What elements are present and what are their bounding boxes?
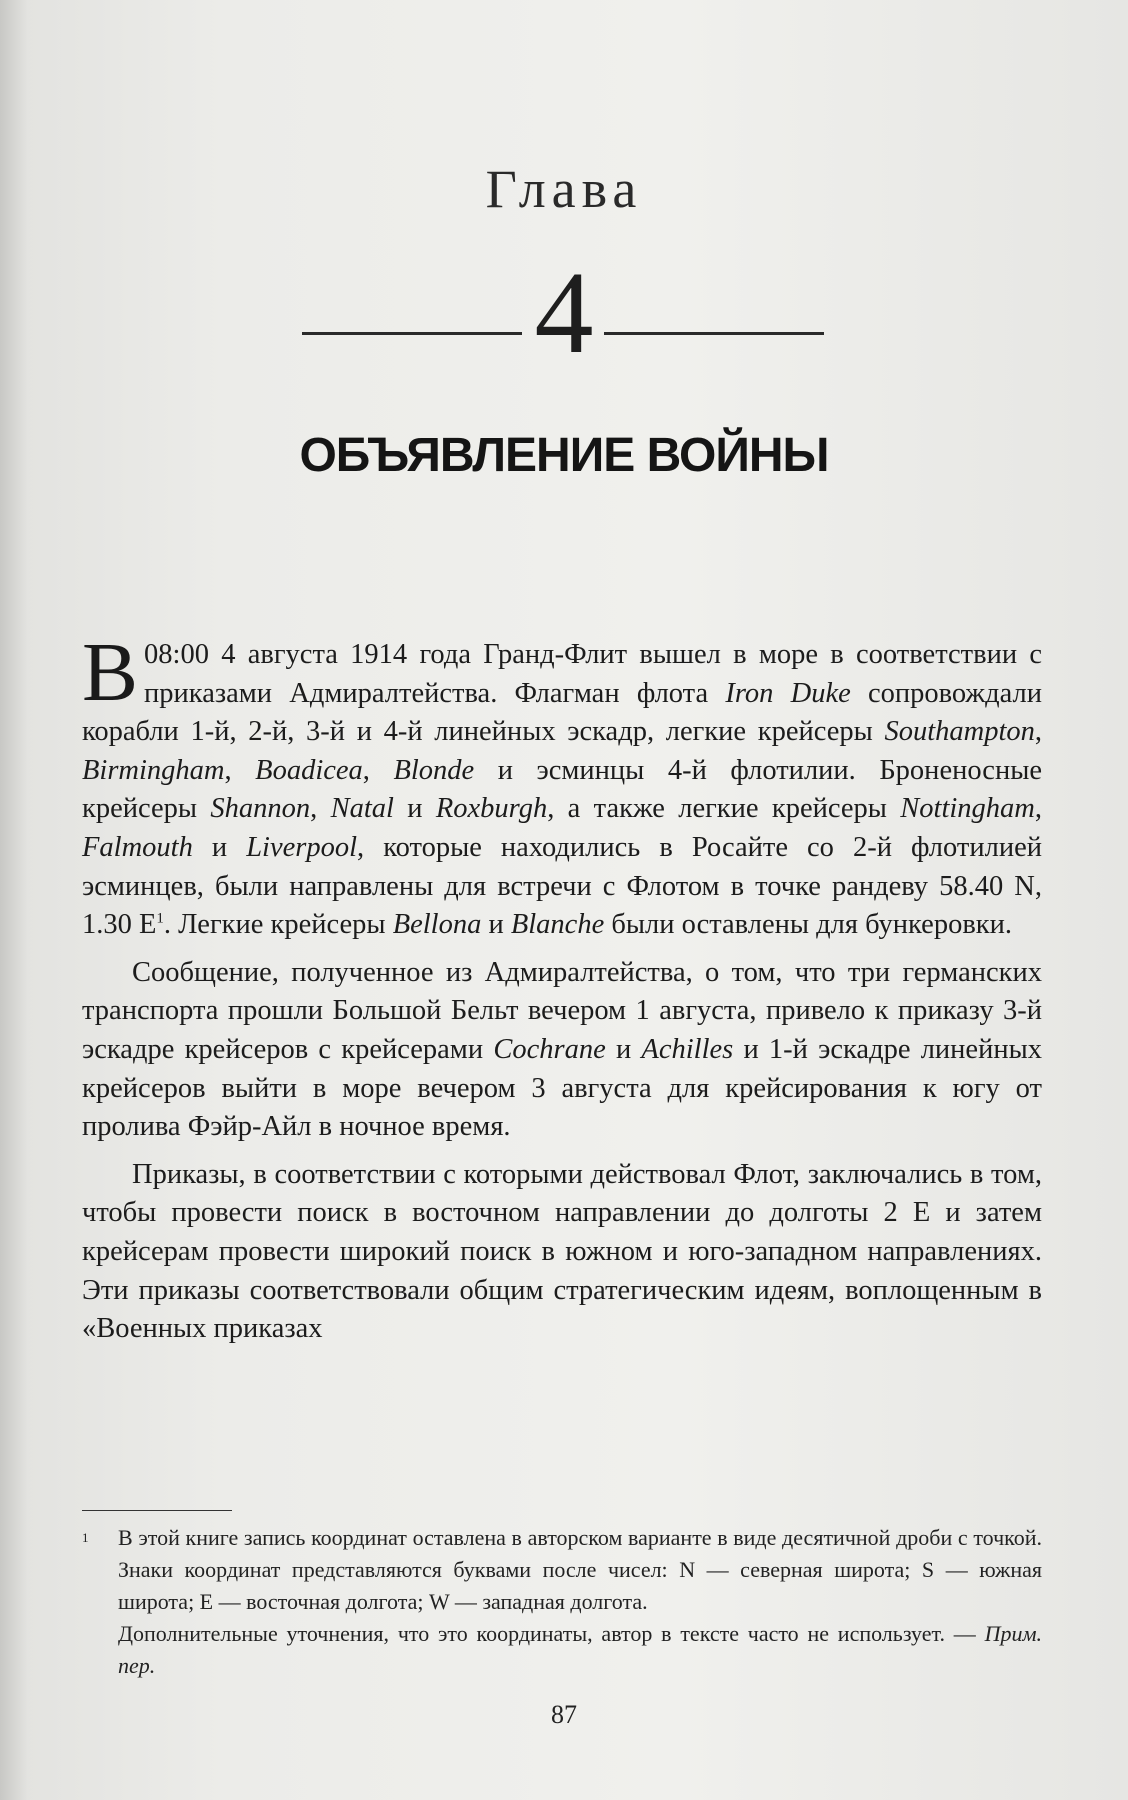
ship-name: Natal [330,793,394,825]
ship-name: Shannon [210,793,311,825]
text-run: , а также легкие крейсеры [547,793,901,825]
ship-name: Blanche [510,909,605,941]
ship-name: Iron Duke [725,677,851,709]
ship-name: Cochrane [493,1033,606,1065]
text-run: 08:00 4 августа 1914 года Гранд-Флит вышел в море в соответствии с приказами Адмиралтейства. Флагман флота [144,639,1042,709]
ship-name: Birmingham [82,754,225,786]
text-run: были оставлены для бункеровки. [604,909,1013,941]
text-run: , [362,754,394,786]
ship-name: Falmouth [82,831,193,863]
text-run: . Легкие крейсеры [163,909,393,941]
text-run: , [1034,793,1042,825]
footnote-rule [82,1510,232,1511]
text-run: сопровождали корабли 1-й, 2-й, 3-й и 4-й линейных эскадр, легкие крейсеры [82,677,1042,748]
body-text [82,626,1042,1349]
footnote-ref: 1 [156,910,164,927]
text-run: , [224,754,256,786]
footnote-line: В этой книге запись координат оставлена в авторском варианте в виде десятичной дроби с точкой. Знаки координат представляются буквами после чисел: N — северная широта; S — южная широта; E — восточная долгота; W — западная долгота. [118,1525,1042,1614]
text-run: и [393,793,436,825]
text-run: и [481,909,511,941]
ship-name: Boadicea [255,754,363,786]
ship-name: Bellona [392,909,482,941]
ship-name: Liverpool [246,831,358,863]
text-run: Сообщение, полученное из Адмиралтейства, о том, что три германских транспорта прошли Большой Бельт вечером 1 августа, привело к приказу 3-й эскадре крейсеров с крейсерами [82,956,1042,1065]
footnote-text: Дополнительные уточнения, что это координаты, автор в тексте часто не использует. — [118,1621,985,1646]
chapter-title: ОБЪЯВЛЕНИЕ ВОЙНЫ [299,429,829,482]
text-run: и эсминцы 4-й флотилии. Броненосные крейсеры [82,754,1042,825]
ship-name: Nottingham [900,793,1035,825]
translator-note-tag: Прим. пер. [118,1621,1042,1678]
text-run: и 1-й эскадре линейных крейсеров выйти в море вечером 3 августа для крейсирования к югу от пролива Фэйр-Айл в ночное время. [82,1033,1042,1143]
chapter-number-row [0,248,1128,378]
text-run: , которые находились в Росайте со 2-й флотилией эсминцев, были направлены для встречи с Флотом в точке рандеву 58.40 N, 1.30 E [82,831,1042,941]
drop-cap: В [82,626,139,719]
text-run: , [310,793,331,825]
text-run: , [1034,716,1042,748]
page-number: 87 [551,1700,577,1729]
text-run: и [192,831,247,863]
footnote [82,1522,1042,1682]
ship-name: Achilles [641,1033,734,1065]
chapter-label: Глава [485,159,643,219]
paragraph [82,626,1042,945]
text-run: и [605,1033,642,1065]
ship-name: Blonde [393,754,475,786]
ship-name: Southampton [884,716,1035,748]
paragraph [82,954,1042,1147]
chapter-number: 4 [534,247,594,378]
ship-name: Roxburgh [435,793,548,825]
paragraph [82,1156,1042,1349]
text-run: Приказы, в соответствии с которыми действовал Флот, заключались в том, чтобы провести поиск в восточном направлении до долготы 2 E и затем крейсерам провести широкий поиск в южном и юго-западном направлениях. Эти приказы соответствовали общим стратегическим идеям, воплощенным в «Военных приказах [82,1158,1042,1345]
footnote-marker: 1 [82,1530,89,1545]
footnote-line [118,1618,1042,1682]
